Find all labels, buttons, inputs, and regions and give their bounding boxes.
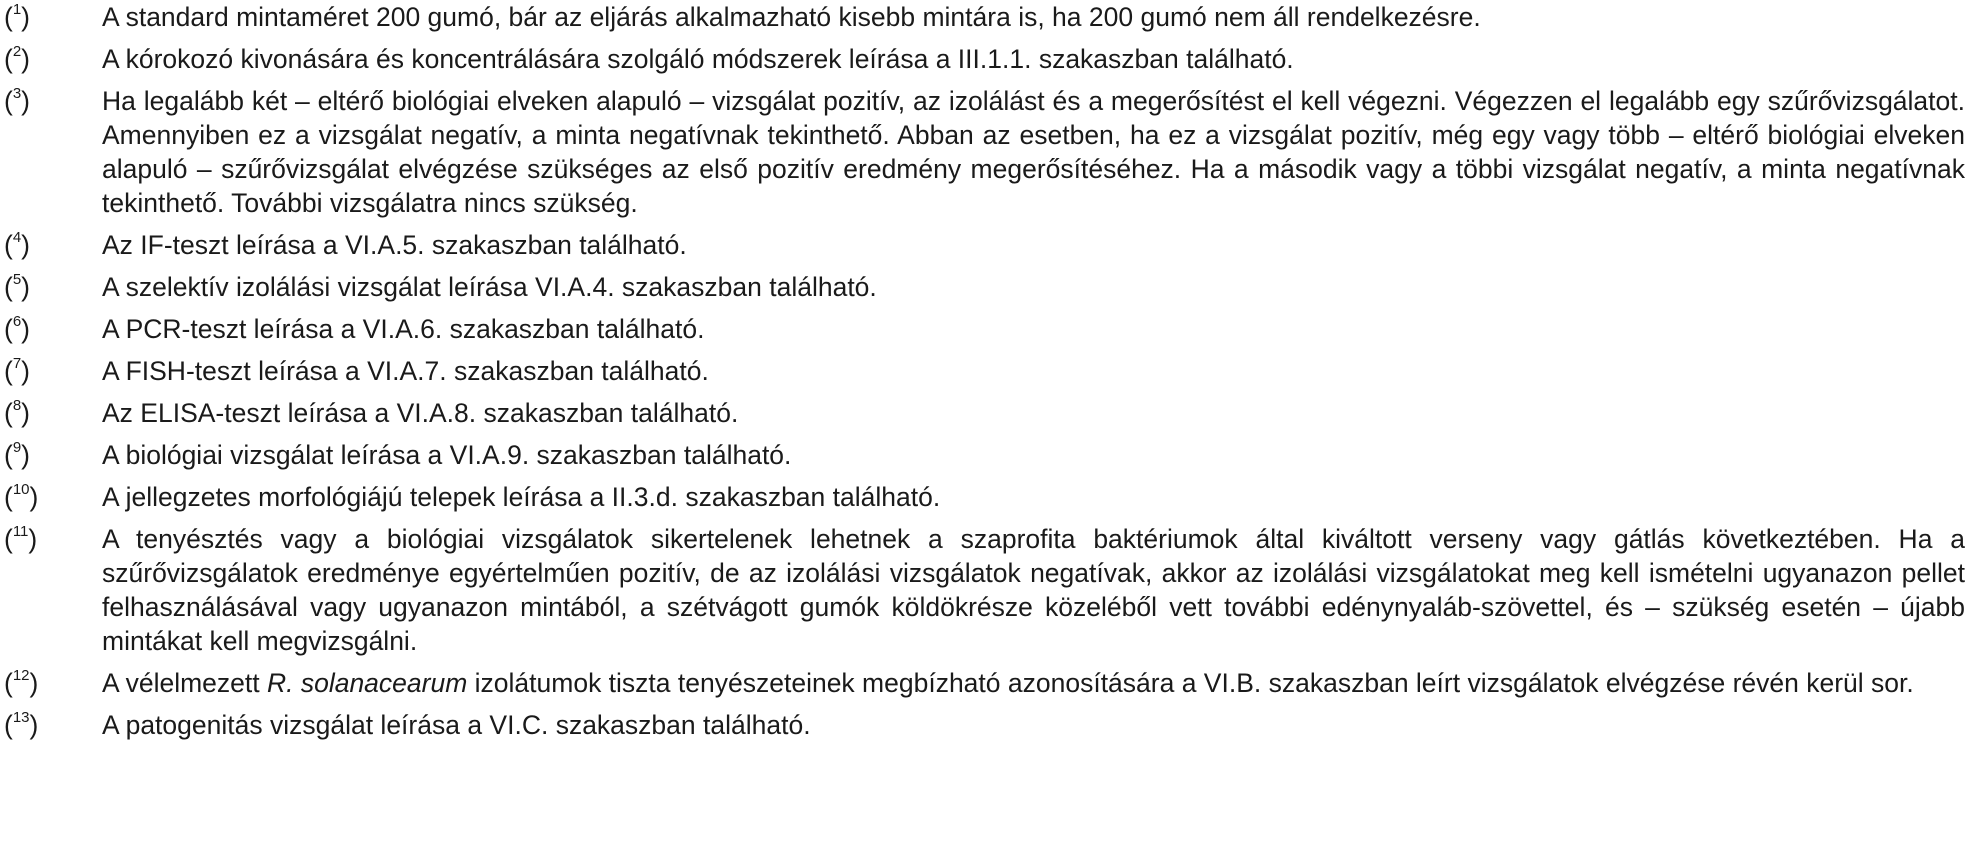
- footnote-text-segment: A kórokozó kivonására és koncentrálására szolgáló módszerek leírása a III.1.1. szakaszban található.: [102, 44, 1294, 74]
- footnote-marker: ($^4$): [4, 229, 30, 260]
- footnote-text-segment: A biológiai vizsgálat leírása a VI.A.9. szakaszban található.: [102, 440, 792, 470]
- footnote-item: [0, 480, 1971, 514]
- footnote-item: [0, 42, 1971, 76]
- footnote-text-italic: R. solanacearum: [266, 668, 468, 698]
- footnote-marker: ($^9$): [4, 439, 30, 470]
- footnote-number: 3: [12, 85, 22, 103]
- footnote-number: 5: [12, 271, 22, 289]
- footnote-marker: ($^{12}$): [4, 667, 39, 698]
- footnote-text-segment: Ha legalább két – eltérő biológiai elveken alapuló – vizsgálat pozitív, az izolálást és a megerősítést el kell végezni. Végezzen el legalább egy szűrővizsgálatot. Amennyiben ez a vizsgálat negatív, a minta negatívnak tekinthető. Abban az esetben, ha ez a vizsgálat pozitív, még egy vagy több – eltérő biológiai elveken alapuló – szűrővizsgálat elvégzése szükséges az első pozitív eredmény megerősítéséhez. Ha a második vagy a többi vizsgálat negatív, a minta negatívnak tekinthető. További vizsgálatra nincs szükség.: [102, 86, 1965, 218]
- footnote-number: 8: [12, 397, 22, 415]
- footnote-text-segment: A vélelmezett: [102, 668, 267, 698]
- footnote-item: [0, 312, 1971, 346]
- footnote-number: 9: [12, 439, 22, 457]
- footnote-item: [0, 708, 1971, 742]
- footnote-text-segment: A FISH-teszt leírása a VI.A.7. szakaszban található.: [102, 356, 709, 386]
- footnote-marker: ($^{10}$): [4, 481, 39, 512]
- footnote-text-segment: A szelektív izolálási vizsgálat leírása VI.A.4. szakaszban található.: [102, 272, 877, 302]
- footnote-number: 1: [12, 1, 22, 19]
- footnote-item: [0, 396, 1971, 430]
- footnote-text: [102, 228, 1965, 262]
- footnote-text-segment: A standard mintaméret 200 gumó, bár az eljárás alkalmazható kisebb mintára is, ha 200 gumó nem áll rendelkezésre.: [102, 2, 1481, 32]
- footnote-item: [0, 438, 1971, 472]
- footnote-number: 13: [12, 709, 30, 727]
- footnote-number: 4: [12, 229, 22, 247]
- footnote-number: 2: [12, 43, 22, 61]
- footnote-marker: ($^3$): [4, 85, 30, 116]
- footnote-text: [102, 42, 1965, 76]
- footnote-text-segment: Az IF-teszt leírása a VI.A.5. szakaszban található.: [102, 230, 687, 260]
- footnote-marker: ($^{13}$): [4, 709, 39, 740]
- footnote-text: [102, 666, 1965, 700]
- footnote-text: [102, 438, 1965, 472]
- footnote-text-segment: Az ELISA-teszt leírása a VI.A.8. szakaszban található.: [102, 398, 739, 428]
- footnote-marker: ($^{11}$): [4, 523, 38, 554]
- footnote-marker: ($^6$): [4, 313, 30, 344]
- footnote-marker: ($^7$): [4, 355, 30, 386]
- footnote-item: [0, 228, 1971, 262]
- footnote-item: [0, 522, 1971, 658]
- footnote-text-segment: A jellegzetes morfológiájú telepek leírása a II.3.d. szakaszban található.: [102, 482, 941, 512]
- footnote-text-segment: izolátumok tiszta tenyészeteinek megbízható azonosítására a VI.B. szakaszban leírt vizsgálatok elvégzése révén kerül sor.: [467, 668, 1914, 698]
- footnote-text: [102, 708, 1965, 742]
- footnote-marker: ($^2$): [4, 43, 30, 74]
- footnote-text: [102, 354, 1965, 388]
- footnote-number: 10: [12, 481, 30, 499]
- footnote-text-segment: A tenyésztés vagy a biológiai vizsgálatok sikertelenek lehetnek a szaprofita baktériumok által kiváltott verseny vagy gátlás következtében. Ha a szűrővizsgálatok eredménye egyértelműen pozitív, de az izolálási vizsgálatok negatívak, akkor az izolálási vizsgálatokat meg kell ismételni ugyanazon pellet felhasználásával vagy ugyanazon mintából, a szétvágott gumók köldökrésze közeléből vett további edénynyaláb-szövettel, és – szükség esetén – újabb mintákat kell megvizsgálni.: [102, 524, 1965, 656]
- footnote-text: [102, 312, 1965, 346]
- footnote-text: [102, 396, 1965, 430]
- footnote-item: [0, 270, 1971, 304]
- footnote-text: [102, 84, 1965, 220]
- footnote-text: [102, 270, 1965, 304]
- footnote-item: [0, 0, 1971, 34]
- footnote-marker: ($^5$): [4, 271, 30, 302]
- footnote-marker: ($^1$): [4, 1, 30, 32]
- footnote-text: [102, 0, 1965, 34]
- footnote-text-segment: A PCR-teszt leírása a VI.A.6. szakaszban található.: [102, 314, 705, 344]
- footnote-item: [0, 666, 1971, 700]
- footnote-text: [102, 522, 1965, 658]
- footnote-item: [0, 84, 1971, 220]
- footnote-item: [0, 354, 1971, 388]
- footnote-number: 6: [12, 313, 22, 331]
- footnote-text: [102, 480, 1965, 514]
- footnote-marker: ($^8$): [4, 397, 30, 428]
- footnote-text-segment: A patogenitás vizsgálat leírása a VI.C. szakaszban található.: [102, 710, 811, 740]
- footnote-number: 7: [12, 355, 22, 373]
- footnote-number: 12: [12, 667, 30, 685]
- footnote-number: 11: [12, 523, 29, 541]
